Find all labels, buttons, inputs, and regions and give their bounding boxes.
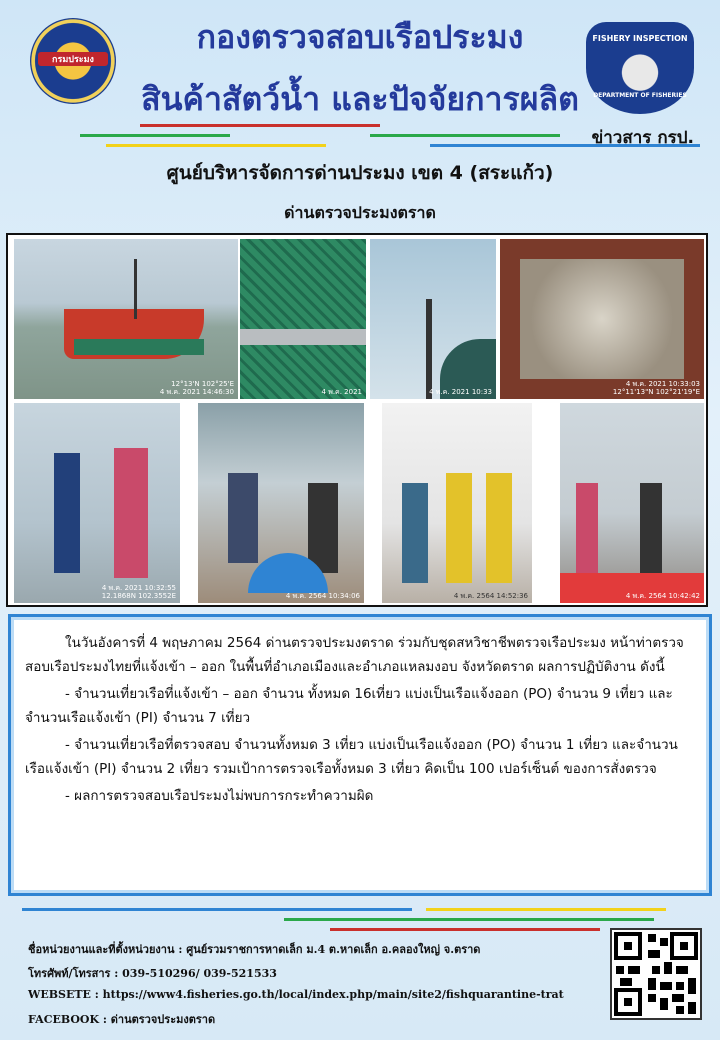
- photo-vms-antenna: [370, 239, 496, 399]
- photo-stamp: 4 พ.ค. 2021 10:33:03 12°11'13"N 102°21'19"E: [612, 380, 700, 396]
- photo-officers-life-vests: [382, 403, 532, 603]
- title-line-2: สินค้าสัตว์น้ำ และปัจจัยการผลิต: [141, 80, 579, 118]
- report-item-2: - จำนวนเที่ยวเรือที่ตรวจสอบ จำนวนทั้งหมด 3 เที่ยว แบ่งเป็นเรือแจ้งออก (PO) จำนวน 1 เที่ยว และจำนวนเรือแจ้งเข้า (PI) จำนวน 2 เที่ยว รวมเป้าการตรวจเรือทั้งหมด 3 เที่ยว คิดเป็น 100 เปอร์เซ็นต์ ของการสั่งตรวจ: [25, 737, 678, 777]
- photo-stamp: 4 พ.ค. 2564 14:52:36: [453, 592, 528, 600]
- photo-stamp: 12°13'N 102°25'E 4 พ.ค. 2021 14:46:30: [159, 380, 234, 396]
- photo-officers-document: [14, 403, 180, 603]
- footer-phone: โทรศัพท์/โทรสาร : 039-510296/ 039-521533: [28, 967, 277, 980]
- photo-fish-hold: [500, 239, 704, 399]
- photo-stamp: 4 พ.ค. 2021: [321, 388, 362, 396]
- photo-port-team: [560, 403, 704, 603]
- photo-inspection-table: [198, 403, 364, 603]
- photo-net-measurement: [240, 239, 366, 399]
- qr-code-icon: [612, 930, 700, 1018]
- logo-left-text: กรมประมง: [38, 52, 108, 66]
- logo-right-bottom-text: DEPARTMENT OF FISHERIES: [593, 92, 687, 99]
- center-heading: ศูนย์บริหารจัดการด่านประมง เขต 4 (สระแก้ว): [166, 162, 554, 184]
- report-item-1: - จำนวนเที่ยวเรือที่แจ้งเข้า – ออก จำนวน ทั้งหมด 16เที่ยว แบ่งเป็นเรือแจ้งออก (PO) จำนวน 9 เที่ยว และจำนวนเรือแจ้งเข้า (PI) จำนวน 7 เที่ยว: [25, 686, 673, 726]
- fishery-inspection-logo-right: [586, 22, 694, 114]
- footer-divider-yellow: [426, 908, 666, 911]
- footer-facebook[interactable]: FACEBOOK : ด่านตรวจประมงตราด: [28, 1013, 216, 1026]
- photo-stamp: 4 พ.ค. 2021 10:33: [429, 388, 492, 396]
- divider-green-right: [370, 134, 560, 137]
- department-logo-left: [30, 18, 116, 104]
- footer-divider-green: [284, 918, 654, 921]
- report-intro: ในวันอังคารที่ 4 พฤษภาคม 2564 ด่านตรวจประมงตราด ร่วมกับชุดสหวิชาชีพตรวจเรือประมง หน้าท่าตรวจสอบเรือประมงไทยที่แจ้งเข้า – ออก ในพื้นที่อำเภอเมืองและอำเภอแหลมงอบ จังหวัดตราด ผลการปฏิบัติงาน ดังนี้: [25, 635, 684, 675]
- footer-website[interactable]: WEBSETE : https://www4.fisheries.go.th/local/index.php/main/site2/fishquarantine-trat: [28, 988, 564, 1001]
- news-label: ข่าวสาร กรป.: [591, 128, 694, 148]
- divider-green: [80, 134, 230, 137]
- photo-stamp: 4 พ.ค. 2564 10:34:06: [285, 592, 360, 600]
- divider-yellow: [106, 144, 326, 147]
- footer-divider-blue: [22, 908, 412, 911]
- photo-stamp: 4 พ.ค. 2564 10:42:42: [625, 592, 700, 600]
- footer-address: ชื่อหน่วยงานและที่ตั้งหน่วยงาน : ศูนย์รวมราชการหาดเล็ก ม.4 ต.หาดเล็ก อ.คลองใหญ่ จ.ตราด: [28, 943, 481, 956]
- report-text-box: [8, 614, 712, 896]
- logo-right-top-text: FISHERY INSPECTION: [592, 34, 688, 43]
- photo-fishing-boat: [14, 239, 238, 399]
- report-item-3: - ผลการตรวจสอบเรือประมงไม่พบการกระทำความผิด: [65, 788, 374, 804]
- divider-red: [140, 124, 380, 127]
- title-line-1: กองตรวจสอบเรือประมง: [196, 18, 524, 56]
- qr-code[interactable]: [610, 928, 702, 1020]
- photo-stamp: 4 พ.ค. 2021 10:32:55 12.1868N 102.3552E: [101, 584, 176, 600]
- footer-divider-red: [330, 928, 600, 931]
- office-heading: ด่านตรวจประมงตราด: [284, 203, 436, 222]
- photo-collage: [6, 233, 708, 607]
